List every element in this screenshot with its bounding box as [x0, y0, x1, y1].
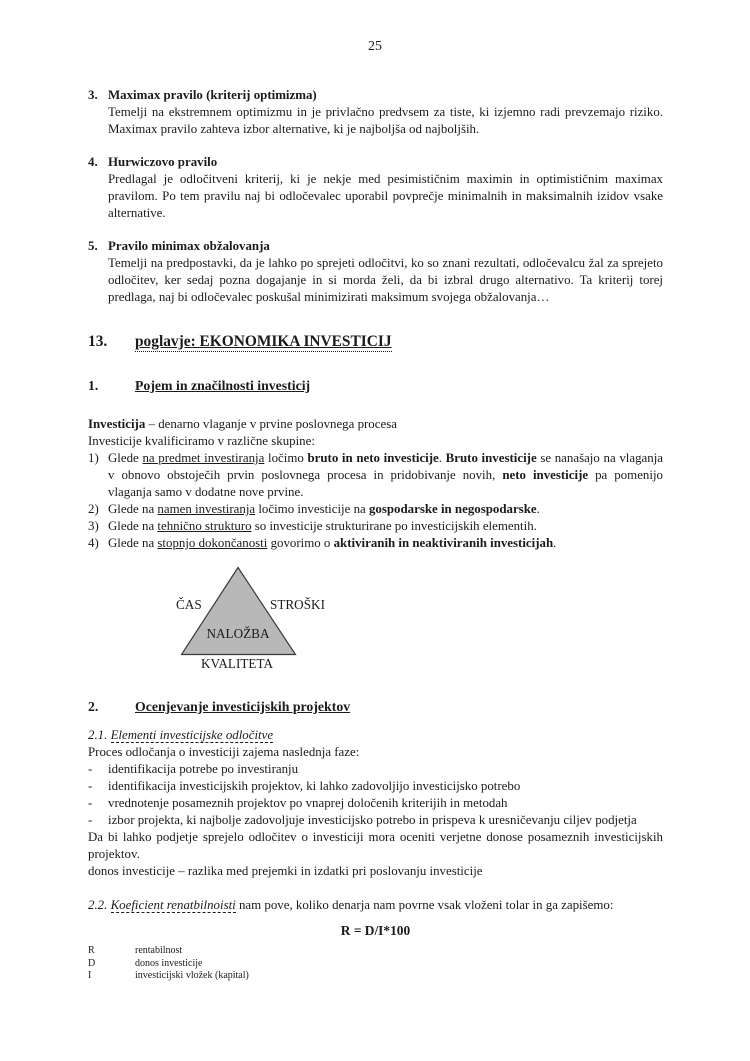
- diagram-label-nalozba: NALOŽBA: [206, 626, 270, 641]
- classification-item-text: Glede na namen investiranja ločimo investicije na gospodarske in negospodarske.: [108, 502, 540, 516]
- formula-glossary: [88, 945, 663, 983]
- investment-triangle-diagram: [88, 566, 663, 672]
- rule-minimax-body: Temelji na predpostavki, da je lahko po sprejeti odločitvi, ko so znani rezultati, odločevalcu žal za sprejeto odločitev, ker sedaj pozna dogajanje in si morda želi, da bi izbral drugo alternativo. Ta kriterij torej predlaga, naj bi odločevalec poskušal minimizirati maksimum svojega obžalovanja…: [108, 256, 663, 304]
- rule-hurwicz-number: 4.: [88, 155, 98, 169]
- diagram-label-stroski: STROŠKI: [270, 597, 325, 612]
- classification-item: [88, 535, 663, 552]
- chapter-number: 13.: [88, 333, 108, 350]
- rule-minimax-number: 5.: [88, 239, 98, 253]
- phase-text: identifikacija potrebe po investiranju: [108, 762, 299, 776]
- section-1-heading: [88, 377, 663, 394]
- phase-text: vrednotenje posameznih projektov po vnaprej določenih kriterijih in metodah: [108, 796, 508, 810]
- subsection-2-2-heading: 2.2. Koeficient renatbilnoisti nam pove, koliko denarja nam povrne vsak vloženi tolar in ga zapišemo:: [88, 898, 614, 912]
- classification-item-text: Glede na tehnično strukturo so investicije strukturirane po investicijskih elementih.: [108, 519, 537, 533]
- decision-paragraph: Da bi lahko podjetje sprejelo odločitev o investiciji mora oceniti verjetne donose posameznih investicijskih projektov.: [88, 830, 663, 861]
- donos-definition: donos investicije – razlika med prejemki in izdatki pri poslovanju investicije: [88, 864, 483, 878]
- rule-minimax-title: Pravilo minimax obžalovanja: [108, 239, 270, 253]
- phase-dash: -: [88, 779, 93, 793]
- glossary-symbol: I: [88, 970, 92, 981]
- phase-dash: -: [88, 813, 93, 827]
- rule-minimax-section: [88, 238, 663, 306]
- glossary-row: [88, 945, 663, 958]
- investicija-definition: Investicija – denarno vlaganje v prvine poslovnega procesa: [88, 417, 397, 431]
- phase-text: izbor projekta, ki najbolje zadovoljuje investicijsko potrebo in prispeva k uresničevanju ciljev podjetja: [108, 813, 637, 827]
- diagram-label-cas: ČAS: [176, 597, 202, 612]
- rule-maximax-number: 3.: [88, 88, 98, 102]
- glossary-definition: rentabilnost: [135, 945, 183, 956]
- diagram-label-kvaliteta: KVALITETA: [201, 656, 273, 671]
- glossary-symbol: R: [88, 945, 95, 956]
- glossary-symbol: D: [88, 957, 96, 969]
- chapter-title: poglavje: EKONOMIKA INVESTICIJ: [135, 333, 392, 350]
- section-1-title: Pojem in značilnosti investicij: [135, 378, 311, 393]
- phase-item: [88, 778, 663, 795]
- glossary-row: [88, 970, 663, 983]
- classification-item-text: Glede na predmet investiranja ločimo bruto in neto investicije. Bruto investicije se nanašajo na vlaganja v obnovo obstoječih prvin poslovnega procesa in pridobivanje novih, neto investicije pa pomenijo vlaganja samo v dodatne nove prvine.: [108, 451, 663, 499]
- classification-item-text: Glede na stopnjo dokončanosti govorimo o aktiviranih in neaktiviranih investicijah.: [108, 536, 557, 550]
- page-content: [0, 87, 750, 983]
- glossary-definition: investicijski vložek (kapital): [135, 970, 249, 981]
- glossary-row: [88, 958, 663, 971]
- rule-maximax-title: Maximax pravilo (kriterij optimizma): [108, 88, 317, 102]
- classification-item: [88, 450, 663, 501]
- page-number: 25: [368, 39, 382, 54]
- classification-intro: Investicije kvalificiramo v različne skupine:: [88, 434, 315, 448]
- classification-item-number: 4): [88, 536, 99, 550]
- phase-dash: -: [88, 796, 93, 810]
- phase-text: identifikacija investicijskih projektov, ki lahko zadovoljijo investicijsko potrebo: [108, 779, 521, 793]
- phase-dash: -: [88, 762, 93, 776]
- classification-item: [88, 518, 663, 535]
- section-2-number: 2.: [88, 699, 99, 714]
- chapter-heading: [88, 332, 663, 351]
- phase-item: [88, 761, 663, 778]
- rule-hurwicz-section: [88, 154, 663, 222]
- rule-maximax-section: [88, 87, 663, 138]
- section-1-number: 1.: [88, 378, 99, 393]
- section-2-title: Ocenjevanje investicijskih projektov: [135, 699, 351, 714]
- rule-hurwicz-title: Hurwiczovo pravilo: [108, 155, 218, 169]
- classification-item-number: 3): [88, 519, 99, 533]
- rule-maximax-body: Temelji na ekstremnem optimizmu in je privlačno predvsem za tiste, ki izjemno radi prevzemajo riziko. Maximax pravilo zahteva izbor alternative, ki je najboljša od najboljših.: [108, 105, 663, 136]
- classification-item-number: 1): [88, 451, 99, 465]
- rentability-formula: R = D/I*100: [340, 923, 411, 938]
- section-2-heading: [88, 698, 663, 715]
- phase-item: [88, 812, 663, 829]
- rule-hurwicz-body: Predlagal je odločitveni kriterij, ki je nekje med pesimističnim maximin in optimističnim maximax pravilom. Po tem pravilu naj bi odločevalec uporabil povprečje minimalnih in maksimalnih izidov vsake alternative.: [108, 172, 663, 220]
- process-intro: Proces odločanja o investiciji zajema naslednja faze:: [88, 745, 360, 759]
- classification-item: [88, 501, 663, 518]
- classification-item-number: 2): [88, 502, 99, 516]
- phase-item: [88, 795, 663, 812]
- subsection-2-1-heading: 2.1. Elementi investicijske odločitve: [88, 728, 274, 742]
- glossary-definition: donos investicije: [135, 957, 203, 969]
